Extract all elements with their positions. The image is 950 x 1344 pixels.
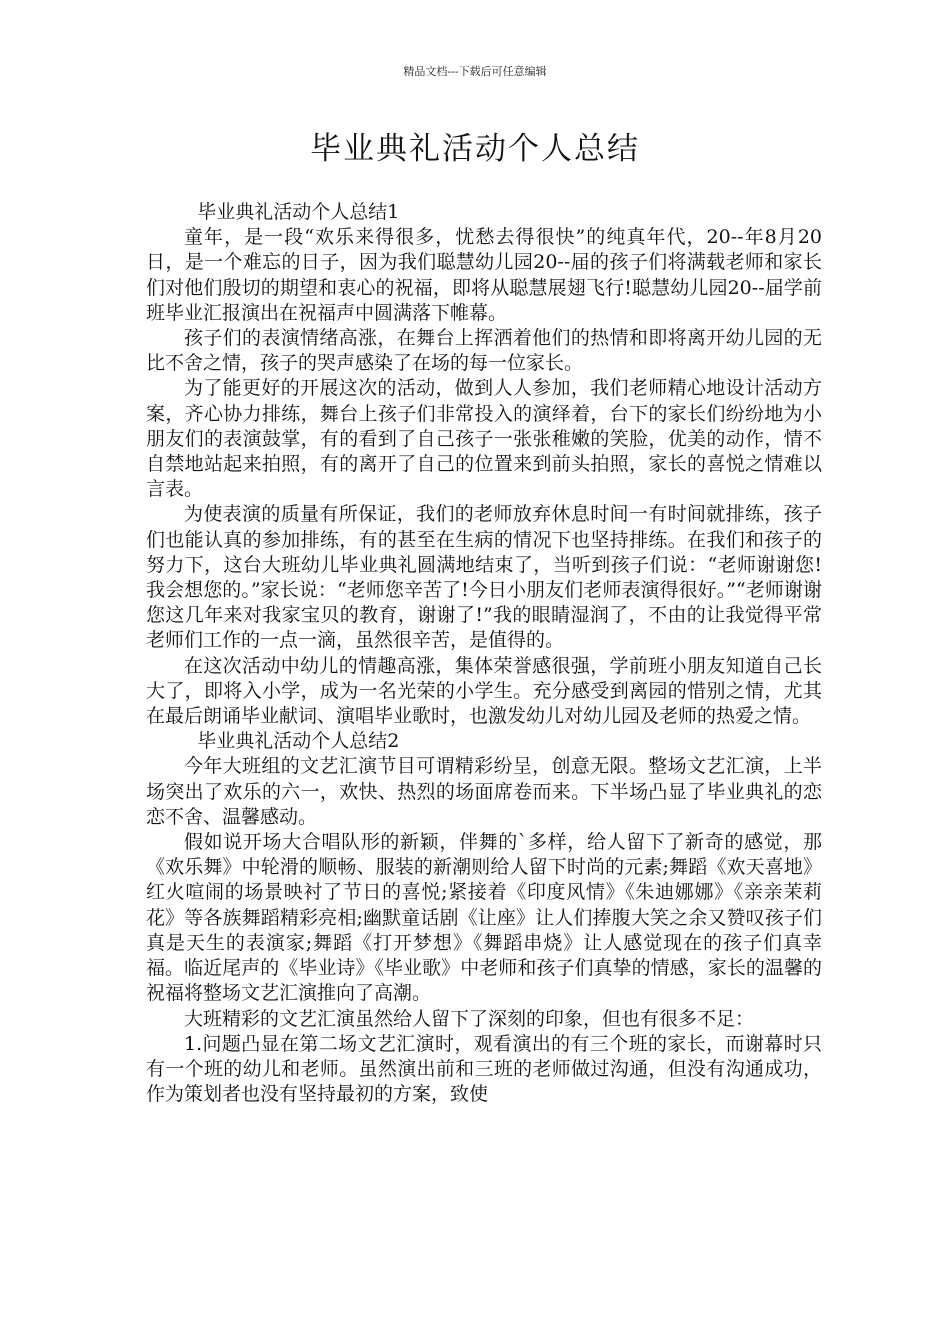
header-note: 精品文档---下载后可任意编辑 [403, 65, 547, 78]
body-paragraph: 大班精彩的文艺汇演虽然给人留下了深刻的印象，但也有很多不足： [184, 1007, 755, 1030]
document-body [146, 200, 822, 1107]
body-paragraph: 为使表演的质量有所保证，我们的老师放弃休息时间一有时间就排练，孩子们也能认真的参加排练，有的甚至在生病的情况下也坚持排练。在我们和孩子的努力下，这台大班幼儿毕业典礼圆满地结束了，当听到孩子们说：“老师谢谢您!我会想您的。”家长说：“老师您辛苦了!今日小朋友们老师表演得很好。”“老师谢谢您这几年来对我家宝贝的教育，谢谢了!”我的眼睛湿润了，不由的让我觉得平常老师们工作的一点一滴，虽然很辛苦，是值得的。 [146, 503, 822, 652]
body-paragraph: 假如说开场大合唱队形的新颖，伴舞的`多样，给人留下了新奇的感觉，那《欢乐舞》中轮滑的顺畅、服装的新潮则给人留下时尚的元素;舞蹈《欢天喜地》红火喧闹的场景映衬了节日的喜悦;紧接着《印度风情》《朱迪娜娜》《亲亲茉莉花》等各族舞蹈精彩亮相;幽默童话剧《让座》让人们捧腹大笑之余又赞叹孩子们真是天生的表演家;舞蹈《打开梦想》《舞蹈串烧》让人感觉现在的孩子们真幸福。临近尾声的《毕业诗》《毕业歌》中老师和孩子们真挚的情感，家长的温馨的祝福将整场文艺汇演推向了高潮。 [146, 831, 822, 1005]
body-paragraph: 在这次活动中幼儿的情趣高涨，集体荣誉感很强，学前班小朋友知道自己长大了，即将入小学，成为一名光荣的小学生。充分感受到离园的惜别之情，尤其在最后朗诵毕业献词、演唱毕业歌时，也激发幼儿对幼儿园及老师的热爱之情。 [146, 654, 822, 728]
section-heading: 毕业典礼活动个人总结2 [197, 730, 400, 753]
body-paragraph: 童年，是一段“欢乐来得很多，忧愁去得很快”的纯真年代，20--年8月20日，是一个难忘的日子，因为我们聪慧幼儿园20--届的孩子们将满载老师和家长们对他们殷切的期望和衷心的祝福，即将从聪慧展翅飞行!聪慧幼儿园20--届学前班毕业汇报演出在祝福声中圆满落下帷幕。 [146, 226, 822, 324]
section-heading: 毕业典礼活动个人总结1 [197, 201, 400, 223]
body-paragraph: 为了能更好的开展这次的活动，做到人人参加，我们老师精心地设计活动方案，齐心协力排练，舞台上孩子们非常投入的演绎着，台下的家长们纷纷地为小朋友们的表演鼓掌，有的看到了自己孩子一张张稚嫩的笑脸，优美的动作，情不自禁地站起来拍照，有的离开了自己的位置来到前头拍照，家长的喜悦之情难以言表。 [146, 377, 822, 501]
body-paragraph: 孩子们的表演情绪高涨，在舞台上挥洒着他们的热情和即将离开幼儿园的无比不舍之情，孩子的哭声感染了在场的每一位家长。 [146, 327, 822, 375]
body-paragraph: 今年大班组的文艺汇演节目可谓精彩纷呈，创意无限。整场文艺汇演，上半场突出了欢乐的六一，欢快、热烈的场面席卷而来。下半场凸显了毕业典礼的恋恋不舍、温馨感动。 [146, 755, 822, 828]
document-title: 毕业典礼活动个人总结 [310, 131, 640, 167]
body-paragraph: 1.问题凸显在第二场文艺汇演时，观看演出的有三个班的家长，而谢幕时只有一个班的幼儿和老师。虽然演出前和三班的老师做过沟通，但没有沟通成功，作为策划者也没有坚持最初的方案，致使 [146, 1032, 822, 1106]
